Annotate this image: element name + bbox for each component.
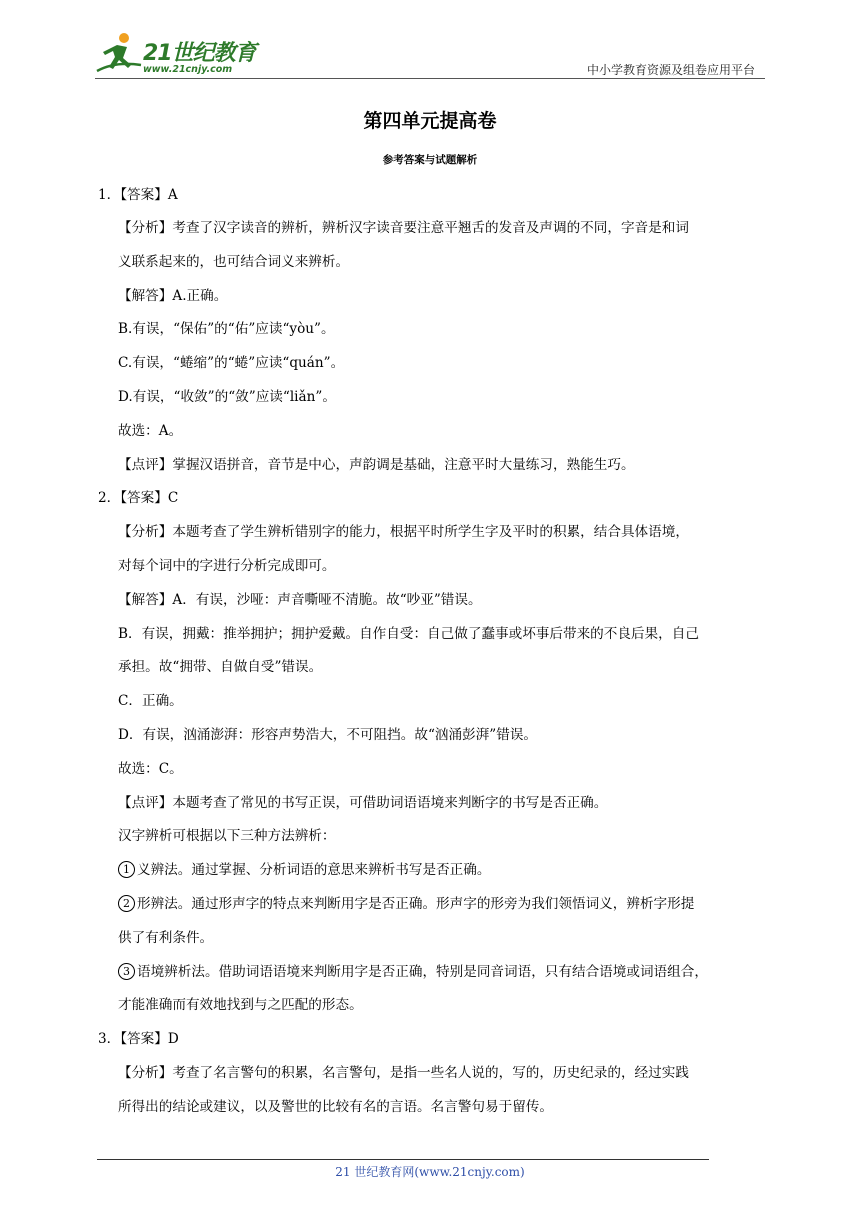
site-logo[interactable] xyxy=(95,32,256,75)
q1-choice: 故选：A。 xyxy=(118,423,183,439)
q2-analysis-line1: 【分析】本题考查了学生辨析错别字的能力，根据平时所学生字及平时的积累，结合具体语境， xyxy=(118,524,689,540)
q3-analysis-line2: 所得出的结论或建议，以及警世的比较有名的言语。名言警句易于留传。 xyxy=(118,1099,553,1115)
q2-solution-line2: B．有误，拥戴：推举拥护；拥护爱戴。自作自受：自己做了蠢事或坏事后带来的不良后果，自己 xyxy=(118,626,699,642)
q2-method-1 xyxy=(118,860,490,880)
q2-methods-intro: 汉字辨析可根据以下三种方法辨析： xyxy=(118,828,336,844)
q2-method-3 xyxy=(118,962,708,982)
platform-name: 中小学教育资源及组卷应用平台 xyxy=(586,63,755,77)
q2-analysis-line2: 对每个词中的字进行分析完成即可。 xyxy=(118,558,336,574)
circled-number-3: 3 xyxy=(118,963,135,980)
q2-method-3-text: 语境辨析法。借助词语语境来判断用字是否正确，特别是同音词语，只有结合语境或词语组合， xyxy=(137,964,708,980)
q3-answer: 3．【答案】D xyxy=(98,1031,179,1047)
q1-analysis-line1: 【分析】考查了汉字读音的辨析，辨析汉字读音要注意平翘舌的发音及声调的不同，字音是和词 xyxy=(118,220,689,236)
q1-answer: 1．【答案】A xyxy=(98,187,178,203)
runner-logo-icon xyxy=(95,31,145,75)
q2-method-2-text: 形辨法。通过形声字的特点来判断用字是否正确。形声字的形旁为我们领悟词义，辨析字形提 xyxy=(137,896,695,912)
q1-solution-line2: B.有误，“保佑”的“佑”应读“yòu”。 xyxy=(118,321,335,337)
header-divider xyxy=(95,78,765,79)
q2-method-2 xyxy=(118,894,694,914)
logo-text: 21世纪教育 xyxy=(143,41,256,66)
page-subtitle: 参考答案与试题解析 xyxy=(382,154,478,166)
q1-comment: 【点评】掌握汉语拼音，音节是中心，声韵调是基础，注意平时大量练习，熟能生巧。 xyxy=(118,457,635,473)
q2-solution-line3: 承担。故“拥带、自做自受”错误。 xyxy=(118,659,323,675)
footer-divider xyxy=(97,1159,709,1160)
q2-solution-line5: D．有误，汹涌澎湃：形容声势浩大，不可阻挡。故“汹涌彭湃”错误。 xyxy=(118,727,538,743)
page-header xyxy=(95,28,765,80)
q1-analysis-line2: 义联系起来的，也可结合词义来辨析。 xyxy=(118,254,350,270)
q2-solution-line4: C．正确。 xyxy=(118,693,183,709)
logo-url: www.21cnjy.com xyxy=(143,64,233,75)
q2-answer: 2．【答案】C xyxy=(98,490,179,506)
q2-choice: 故选：C。 xyxy=(118,761,183,777)
q2-solution-line1: 【解答】A．有误，沙哑：声音嘶哑不清脆。故“吵亚”错误。 xyxy=(118,592,482,608)
footer-link[interactable]: 21 世纪教育网(www.21cnjy.com) xyxy=(335,1165,525,1179)
circled-number-1: 1 xyxy=(118,861,135,878)
q2-method-3-cont: 才能准确而有效地找到与之匹配的形态。 xyxy=(118,997,363,1013)
q2-method-2-cont: 供了有利条件。 xyxy=(118,930,214,946)
q3-analysis-line1: 【分析】考查了名言警句的积累，名言警句，是指一些名人说的，写的，历史纪录的，经过实践 xyxy=(118,1065,689,1081)
q2-comment: 【点评】本题考查了常见的书写正误，可借助词语语境来判断字的书写是否正确。 xyxy=(118,795,608,811)
q1-solution-line1: 【解答】A.正确。 xyxy=(118,288,228,304)
circled-number-2: 2 xyxy=(118,895,135,912)
page-title: 第四单元提高卷 xyxy=(363,110,497,132)
q1-solution-line4: D.有误，“收敛”的“敛”应读“liǎn”。 xyxy=(118,389,336,405)
q2-method-1-text: 义辨法。通过掌握、分析词语的意思来辨析书写是否正确。 xyxy=(137,862,491,878)
q1-solution-line3: C.有误，“蜷缩”的“蜷”应读“quán”。 xyxy=(118,355,345,371)
